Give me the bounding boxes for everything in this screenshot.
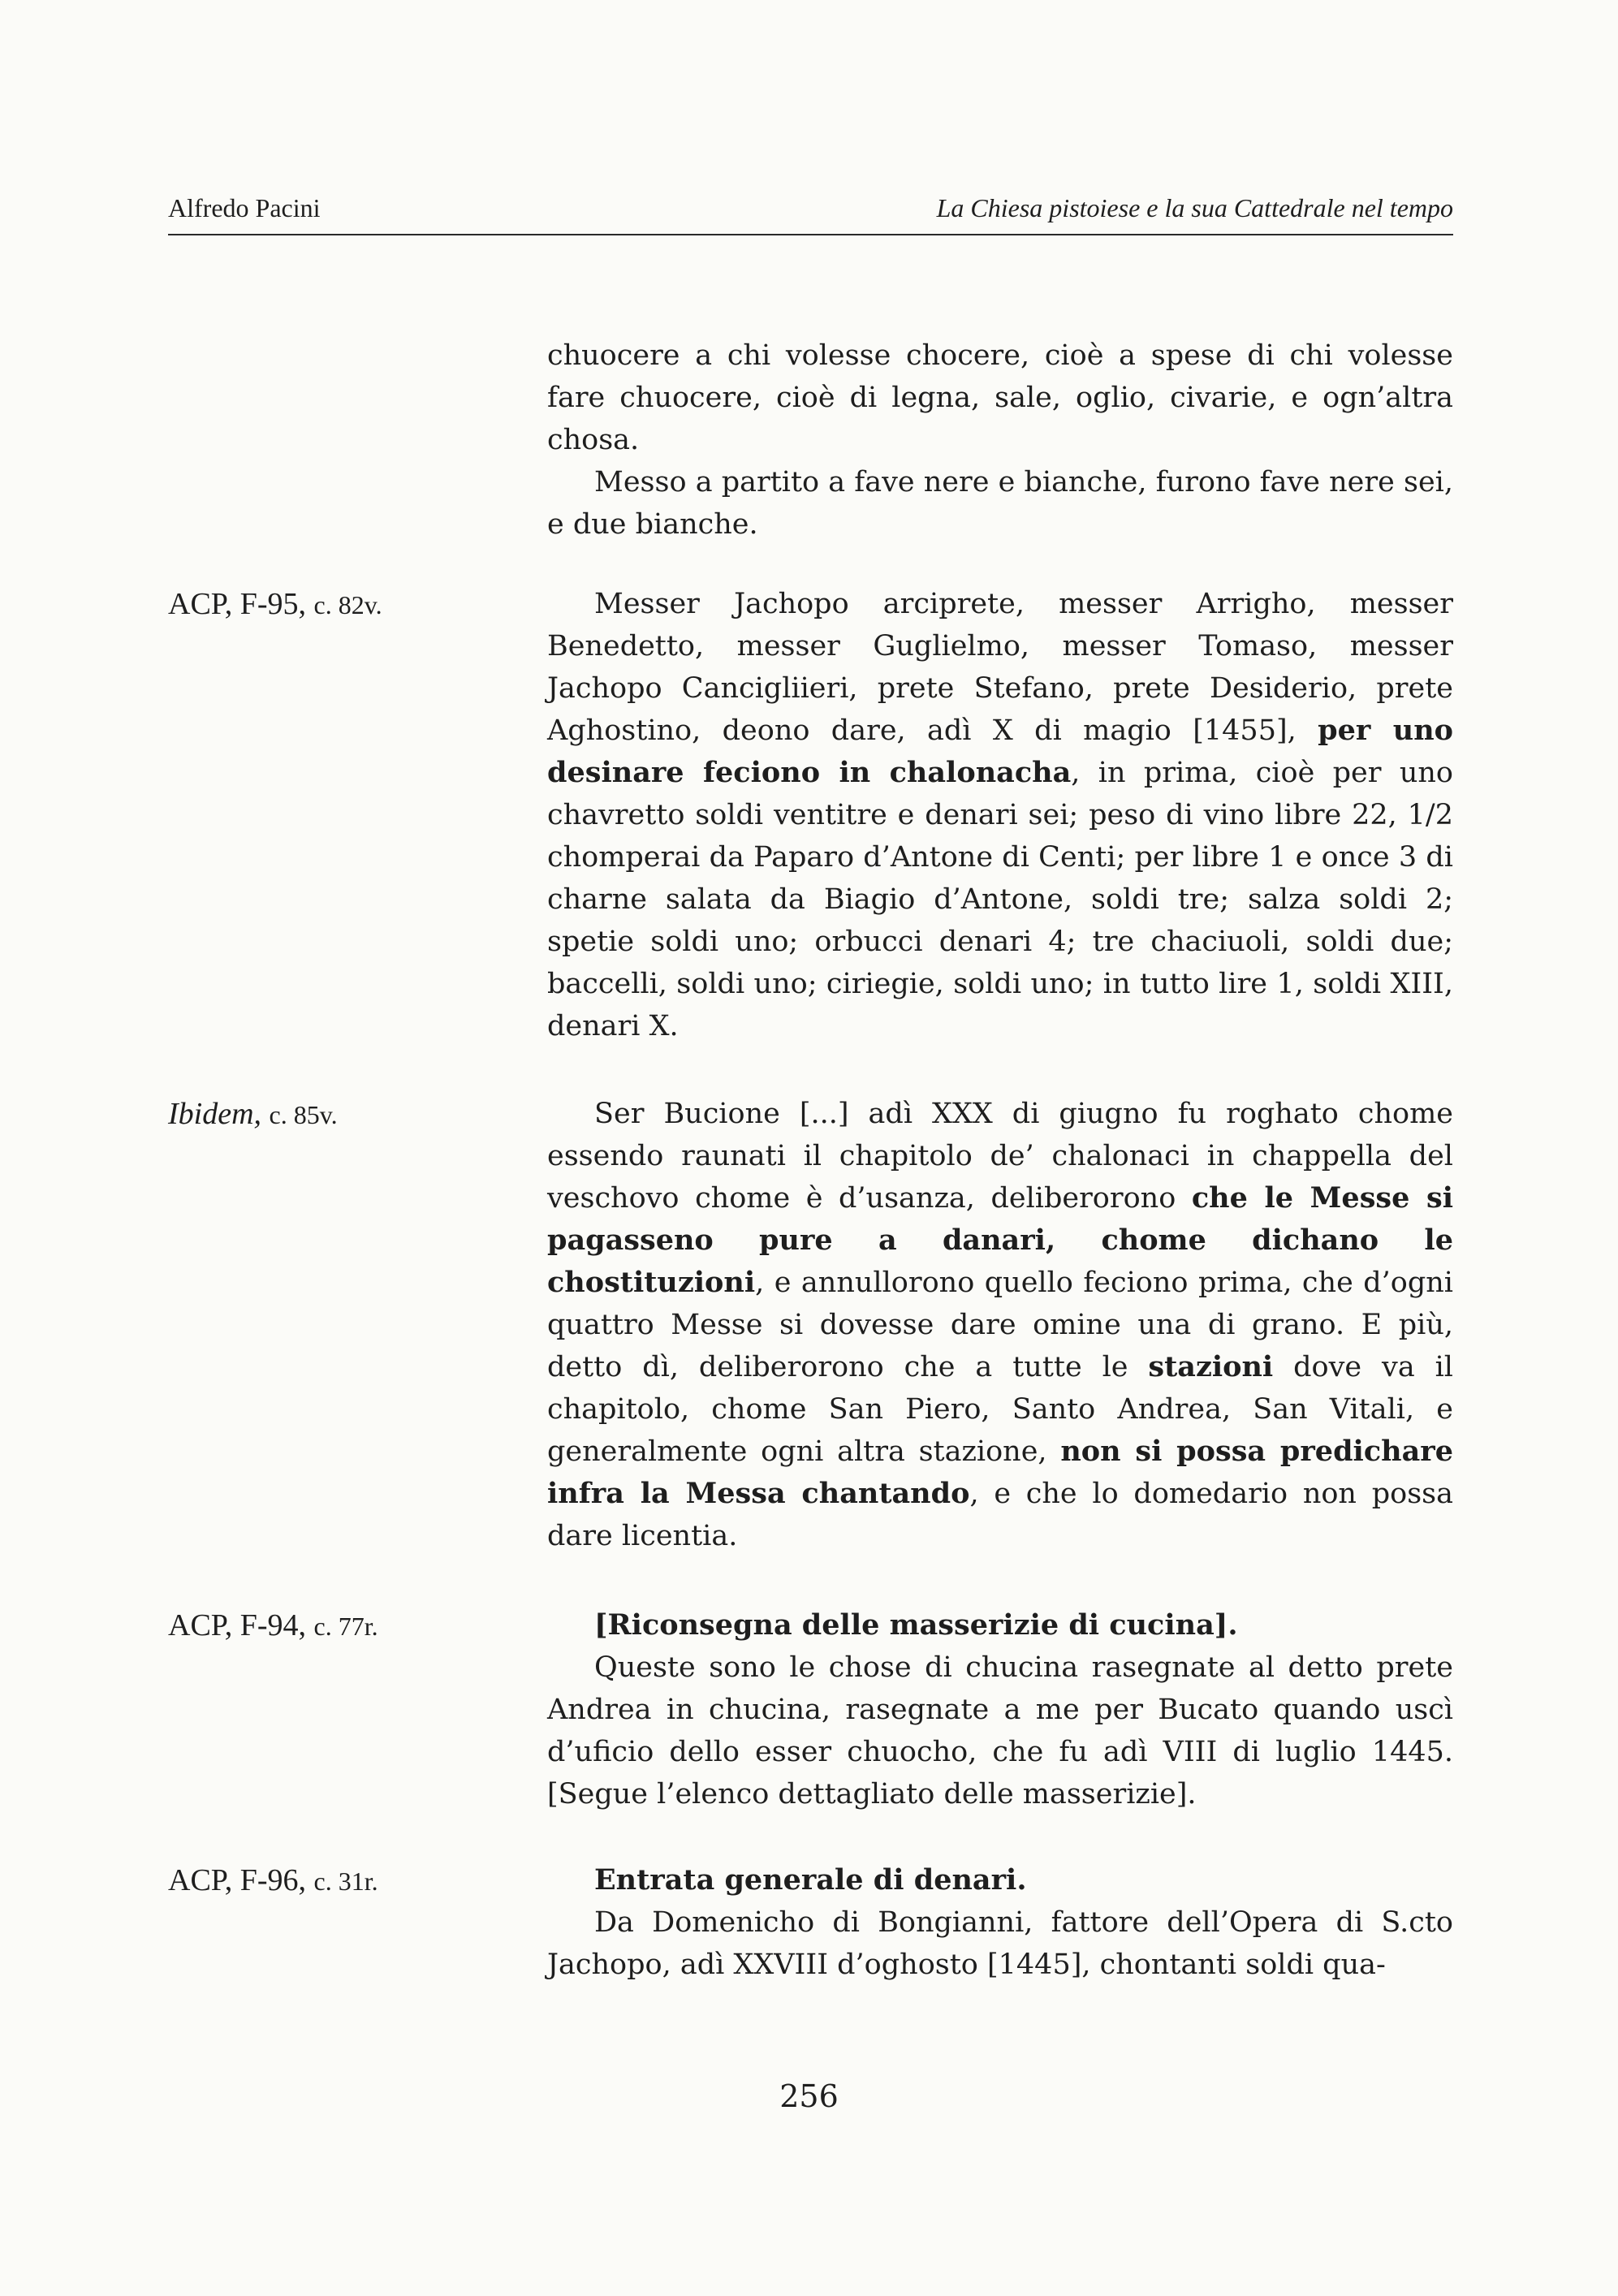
entry-entrata [547, 1859, 1453, 1986]
margin-source: ACP, F-95, c. 82v. [168, 587, 382, 621]
margin-source: ACP, F-96, c. 31r. [168, 1863, 378, 1897]
entry-heading: Entrata generale di denari. [594, 1863, 1027, 1897]
entry-desinare [547, 583, 1453, 1047]
entry-continuation [547, 334, 1453, 546]
margin-source: Ibidem, c. 85v. [168, 1097, 338, 1131]
paragraph: Ser Bucione [...] adì XXX di giugno fu roghato chome essendo raunati il chapitolo de’ chalonaci in chappella del veschovo chome è d’usanza, deliberorono che le Messe si pagasseno pure a danari, chome dichano le chostituzioni, e annullorono quello feciono prima, che d’ogni quattro Messe si dovesse dare omine una di grano. E più, detto dì, deliberorono che a tutte le stazioni dove va il chapitolo, chome San Piero, Santo Andrea, San Vitali, e generalmente ogni altra stazione, non si possa predichare infra la Messa chantando, e che lo domedario non possa dare licentia. [547, 1098, 1453, 1552]
bold-phrase: stazioni [1148, 1350, 1274, 1383]
running-header [168, 193, 1453, 235]
entry-heading: [Riconsegna delle masserizie di cucina]. [594, 1608, 1238, 1642]
paragraph: Messo a partito a fave nere e bianche, furono fave nere sei, e due bianche. [547, 466, 1453, 541]
header-title: La Chiesa pistoiese e la sua Cattedrale nel tempo [936, 193, 1453, 222]
page-number: 256 [779, 2078, 839, 2114]
paragraph: Queste sono le chose di chucina rasegnate al detto prete Andrea in chucina, rasegnate a me per Bucato quando uscì d’uficio dello esser chuocho, che fu adì VIII di luglio 1445. [Segue l’elenco dettagliato delle masserizie]. [547, 1651, 1453, 1810]
header-author: Alfredo Pacini [168, 193, 321, 222]
paragraph: chuocere a chi volesse chocere, cioè a spese di chi volesse fare chuocere, cioè di legna, sale, oglio, civarie, e ogn’altra chosa. [547, 339, 1453, 456]
bold-phrase: non si possa predichare infra la Messa chantando [547, 1435, 1453, 1510]
bold-phrase: che le Messe si pagasseno pure a danari, chome dichano le chostituzioni [547, 1181, 1453, 1299]
margin-source: ACP, F-94, c. 77r. [168, 1608, 378, 1642]
entry-riconsegna [547, 1604, 1453, 1815]
paragraph: Da Domenicho di Bongianni, fattore dell’Opera di S.cto Jachopo, adì XXVIII d’oghosto [1445], chontanti soldi qua- [547, 1906, 1453, 1981]
entry-messe [547, 1093, 1453, 1557]
bold-phrase: per uno desinare feciono in chalonacha [547, 714, 1453, 789]
paragraph: Messer Jachopo arciprete, messer Arrigho, messer Benedetto, messer Guglielmo, messer Tomaso, messer Jachopo Cancigliieri, prete Stefano, prete Desiderio, prete Aghostino, deono dare, adì X di magio [1455], per uno desinare feciono in chalonacha, in prima, cioè per uno chavretto soldi ventitre e denari sei; peso di vino libre 22, 1/2 chomperai da Paparo d’Antone di Centi; per libre 1 e once 3 di charne salata da Biagio d’Antone, soldi tre; salza soldi 2; spetie soldi uno; orbucci denari 4; tre chaciuoli, soldi due; baccelli, soldi uno; ciriegie, soldi uno; in tutto lire 1, soldi XIII, denari X. [547, 588, 1453, 1042]
